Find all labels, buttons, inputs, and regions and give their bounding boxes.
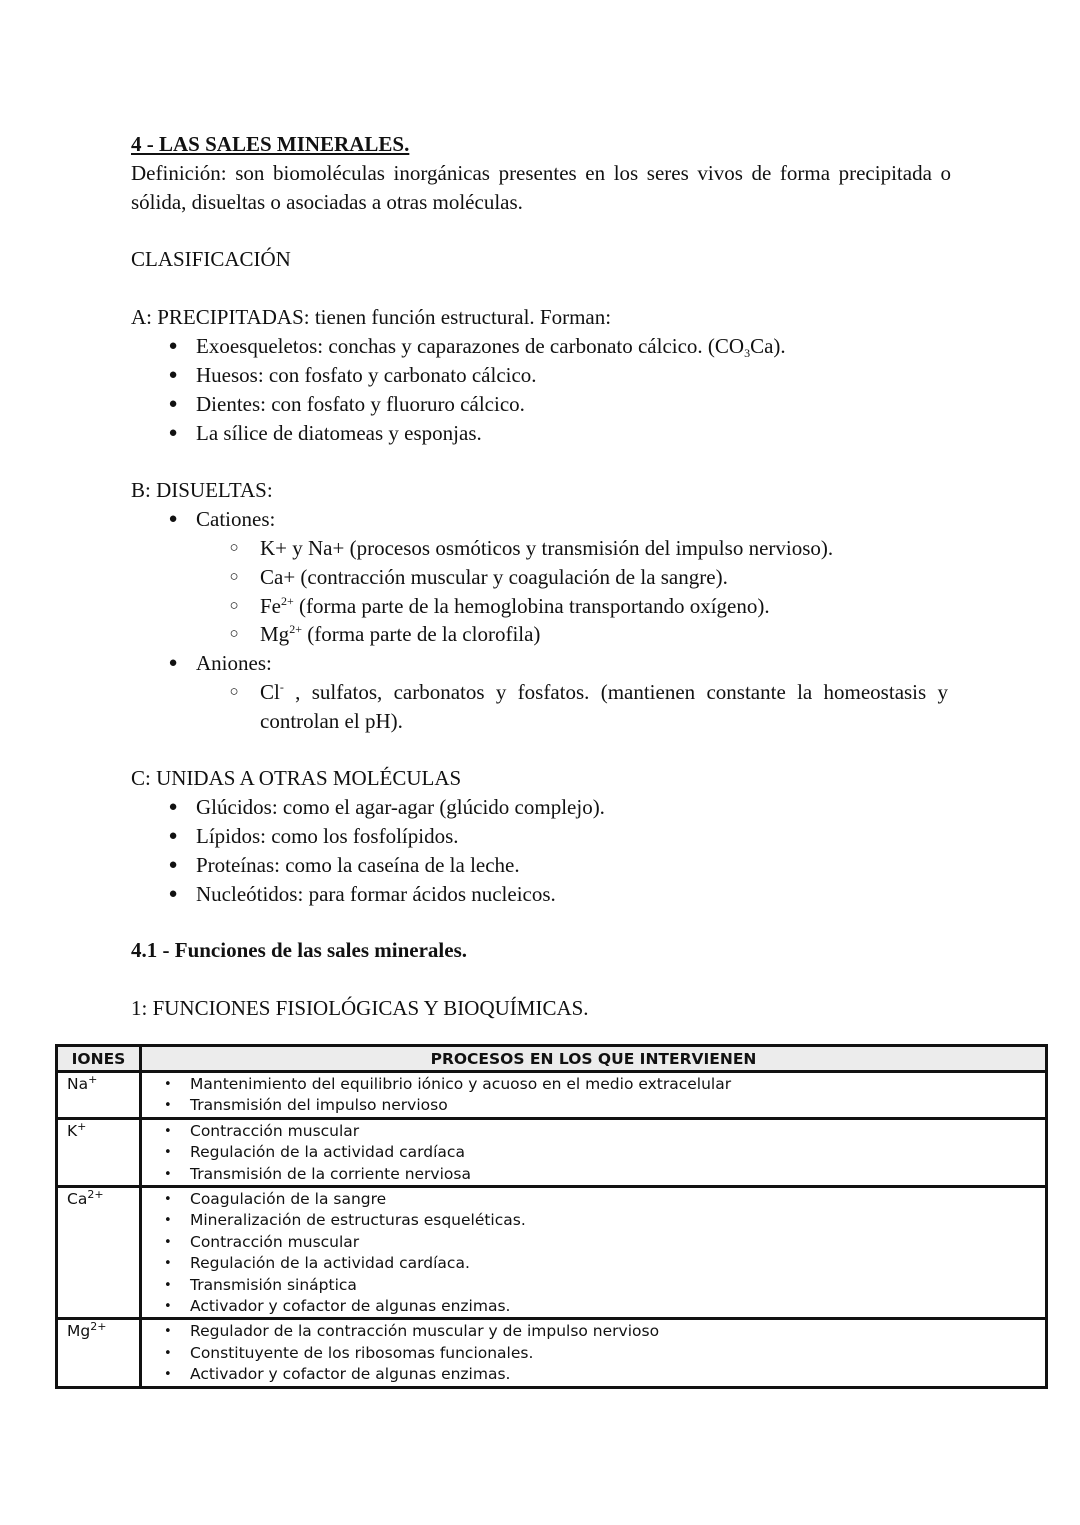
list-item-text: La sílice de diatomeas y esponjas.	[196, 421, 482, 445]
sub-list-item-text: $Mg^{2+}$ (forma parte de la clorofila)	[260, 622, 541, 646]
bullet-icon: •	[164, 1192, 172, 1208]
ion-cell: $Mg^{2+}$	[58, 1320, 142, 1385]
ion-cell: Na+	[58, 1073, 142, 1117]
table-header-processes: PROCESOS EN LOS QUE INTERVIENEN	[430, 1050, 757, 1068]
bullet-icon: •	[164, 1213, 172, 1229]
bullet-icon: •	[164, 1077, 172, 1092]
ions-table	[55, 1044, 1048, 1389]
ion-cell: K+	[58, 1120, 142, 1185]
process-item: • Regulación de la actividad cardíaca	[142, 1142, 1045, 1163]
table-header-row	[58, 1047, 1045, 1070]
bullet-icon: ●	[168, 338, 178, 354]
process-cell	[142, 1073, 1045, 1117]
bullet-icon: •	[164, 1324, 172, 1340]
list-item-text: Aniones:	[196, 651, 272, 675]
bullet-icon: •	[164, 1345, 172, 1361]
process-item: • Regulador de la contracción muscular y de impulso nervioso	[142, 1321, 1045, 1342]
bullet-icon: ●	[168, 655, 178, 671]
bullet-icon: •	[164, 1145, 172, 1161]
bullet-icon: ●	[168, 857, 178, 873]
definition-paragraph: Definición: son biomoléculas inorgánicas presentes en los seres vivos de forma precipitada o sólida, disueltas o asociadas a otras moléculas.	[131, 161, 951, 214]
circle-bullet-icon: ○	[229, 598, 239, 614]
process-item: • Transmisión sináptica	[142, 1275, 1045, 1296]
section-title: 4 - LAS SALES MINERALES.	[131, 132, 410, 156]
bullet-icon: ●	[168, 511, 178, 527]
process-item: • Mantenimiento del equilibrio iónico y acuoso en el medio extracelular	[142, 1074, 1045, 1095]
process-item: • Activador y cofactor de algunas enzimas.	[142, 1364, 1045, 1385]
process-item: • Regulación de la actividad cardíaca.	[142, 1253, 1045, 1274]
list-item-text: Nucleótidos: para formar ácidos nucleicos.	[196, 882, 556, 906]
bullet-icon: •	[164, 1277, 172, 1293]
list-item-text: Huesos: con fosfato y carbonato cálcico.	[196, 363, 537, 387]
bullet-icon: •	[164, 1098, 172, 1114]
process-item: • Contracción muscular	[142, 1232, 1045, 1253]
bullet-icon: ●	[168, 799, 178, 815]
circle-bullet-icon: ○	[229, 684, 239, 700]
process-item: • Mineralización de estructuras esqueléticas.	[142, 1210, 1045, 1231]
sub-list-item-text: $Fe^{2+}$ (forma parte de la hemoglobina transportando oxígeno).	[260, 594, 770, 618]
section-a-heading: A: PRECIPITADAS: tienen función estructural. Forman:	[131, 305, 612, 329]
process-cell	[142, 1120, 1045, 1185]
list-item-text: Exoesqueletos: conchas y caparazones de carbonato cálcico. $(CO_3Ca)$.	[196, 334, 786, 360]
process-item: • Constituyente de los ribosomas funcionales.	[142, 1343, 1045, 1364]
circle-bullet-icon: ○	[229, 626, 239, 642]
sub-list-item-text: Ca+ (contracción muscular y coagulación de la sangre).	[260, 565, 728, 589]
table-row	[58, 1117, 1045, 1185]
circle-bullet-icon: ○	[229, 540, 239, 556]
sub-list-item-text: K+ y Na+ (procesos osmóticos y transmisión del impulso nervioso).	[260, 536, 834, 560]
table-row	[58, 1070, 1045, 1117]
list-item-text: Glúcidos: como el agar-agar (glúcido complejo).	[196, 795, 605, 819]
process-cell	[142, 1320, 1045, 1385]
list-item-text: Proteínas: como la caseína de la leche.	[196, 853, 520, 877]
table-header-ions: IONES	[58, 1047, 142, 1070]
process-item: • Transmisión de la corriente nerviosa	[142, 1164, 1045, 1185]
process-cell	[142, 1188, 1045, 1317]
functions-heading: 1: FUNCIONES FISIOLÓGICAS Y BIOQUÍMICAS.	[131, 996, 589, 1020]
list-item-text: Cationes:	[196, 507, 276, 531]
process-item: • Activador y cofactor de algunas enzimas.	[142, 1296, 1045, 1317]
process-item: • Contracción muscular	[142, 1121, 1045, 1142]
bullet-icon: •	[164, 1234, 172, 1250]
section-c-heading: C: UNIDAS A OTRAS MOLÉCULAS	[131, 766, 462, 790]
bullet-icon: ●	[168, 425, 178, 441]
sub-list-item-text: Cl- , sulfatos, carbonatos y fosfatos. (mantienen constante la homeostasis y controlan el pH).	[260, 680, 948, 733]
bullet-icon: •	[164, 1256, 172, 1272]
list-item-text: Lípidos: como los fosfolípidos.	[196, 824, 459, 848]
bullet-icon: ●	[168, 367, 178, 383]
bullet-icon: •	[164, 1166, 172, 1182]
classification-heading: CLASIFICACIÓN	[131, 247, 291, 271]
circle-bullet-icon: ○	[229, 569, 239, 585]
bullet-icon: ●	[168, 828, 178, 844]
bullet-icon: •	[164, 1123, 172, 1139]
bullet-icon: •	[164, 1367, 172, 1383]
process-item: • Transmisión del impulso nervioso	[142, 1095, 1045, 1116]
bullet-icon: •	[164, 1299, 172, 1315]
table-row	[58, 1185, 1045, 1317]
bullet-icon: ●	[168, 396, 178, 412]
list-item-text: Dientes: con fosfato y fluoruro cálcico.	[196, 392, 525, 416]
bullet-icon: ●	[168, 886, 178, 902]
subsection-title: 4.1 - Funciones de las sales minerales.	[131, 938, 467, 962]
section-b-heading: B: DISUELTAS:	[131, 478, 273, 502]
table-row	[58, 1317, 1045, 1385]
process-item: • Coagulación de la sangre	[142, 1189, 1045, 1210]
ion-cell: $Ca^{2+}$	[58, 1188, 142, 1317]
